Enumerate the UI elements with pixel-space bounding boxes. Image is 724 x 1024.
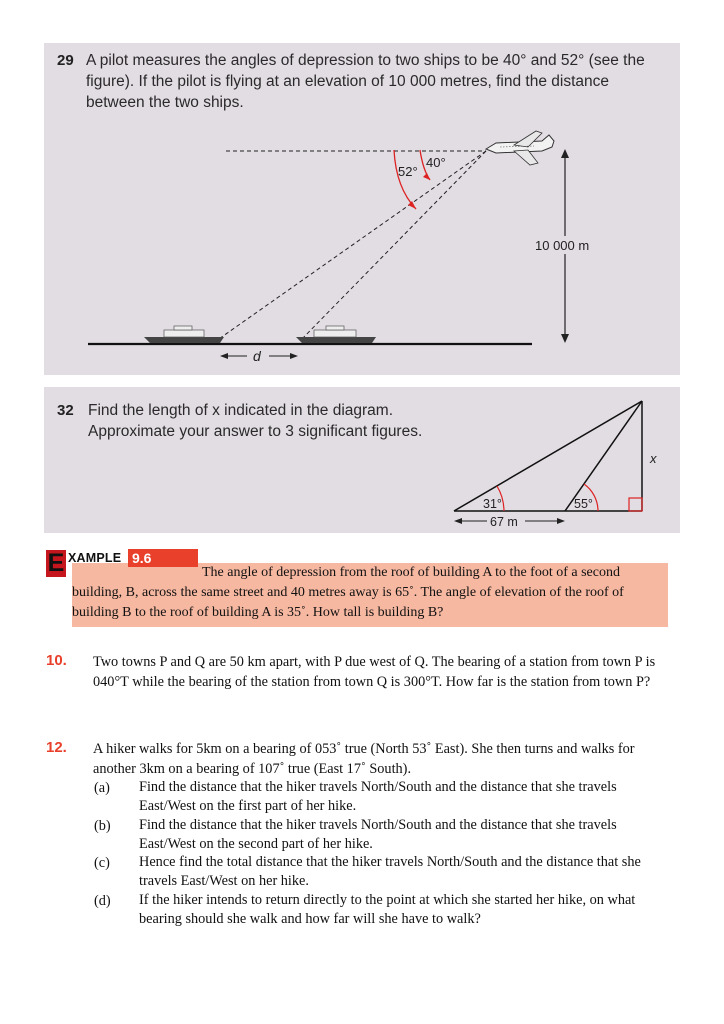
sight-line-near-ship [300,151,486,341]
right-angle-marker [629,498,642,511]
sight-line-far-ship [216,151,486,341]
part-label: (d) [94,893,111,909]
triangle-diagram [44,387,680,533]
angle-label-40: 40° [426,155,446,170]
ship-icon [144,326,224,343]
question-line-2: Approximate your answer to 3 significant figures. [88,423,423,440]
distance-label: d [253,348,261,364]
height-label: 10 000 m [535,238,590,253]
question-text: A pilot measures the angles of depression to two ships to be 40° and 52° (see the figure). If the pilot is flying at an elevation of 10 000 metres, find the distance between the two ships. [86,52,645,111]
problem-12-number: 12. [46,739,67,756]
part-label: (a) [94,780,110,796]
part-text: If the hiker intends to return directly to the point at which she started her hike, on what bearing should she walk and how far will she have to walk? [139,892,636,927]
example-text: The angle of depression from the roof of building A to the foot of a second building, B, across the same street and 40 metres away is 65˚. The angle of elevation of the roof of building B to the roof of building A is 35˚. How tall is building B? [72,565,624,620]
example-box [44,547,670,629]
base-label: 67 m [490,515,518,529]
question-32-panel [44,387,680,533]
question-number: 32 [57,402,74,419]
side-label-x: x [650,451,657,466]
part-text: Find the distance that the hiker travels North/South and the distance that she travels East/West on the first part of her hike. [139,779,617,814]
problem-10-text: Two towns P and Q are 50 km apart, with P due west of Q. The bearing of a station from town P is 040°T while the bearing of the station from town Q is 300°T. How far is the station from town P? [93,654,656,690]
question-line-1: Find the length of x indicated in the diagram. [88,402,394,419]
part-text: Hence find the total distance that the hiker travels North/South and the distance that she travels East/West on her hike. [139,854,641,889]
problem-10-number: 10. [46,652,67,669]
example-letter: E [47,549,65,577]
ship-icon [296,326,376,343]
example-label: XAMPLE [68,551,122,565]
angle-label-52: 52° [398,164,418,179]
angle-arc-52 [394,150,416,209]
hypotenuse-long [454,401,642,511]
angle-label-31: 31° [483,497,502,511]
example-number: 9.6 [128,549,198,567]
problem-12-text: A hiker walks for 5km on a bearing of 053˚ true (North 53˚ East). She then turns and walks for another 3km on a bearing of 107˚ true (East 17˚ South). [93,741,635,777]
part-label: (c) [94,855,110,871]
question-29-panel [44,43,680,375]
question-number: 29 [57,52,74,69]
plane-icon [486,131,554,165]
part-text: Find the distance that the hiker travels North/South and the distance that she travels East/West on the second part of her hike. [139,817,617,852]
angle-label-55: 55° [574,497,593,511]
ships-diagram [44,43,680,375]
hypotenuse-short [565,401,642,511]
part-label: (b) [94,818,111,834]
